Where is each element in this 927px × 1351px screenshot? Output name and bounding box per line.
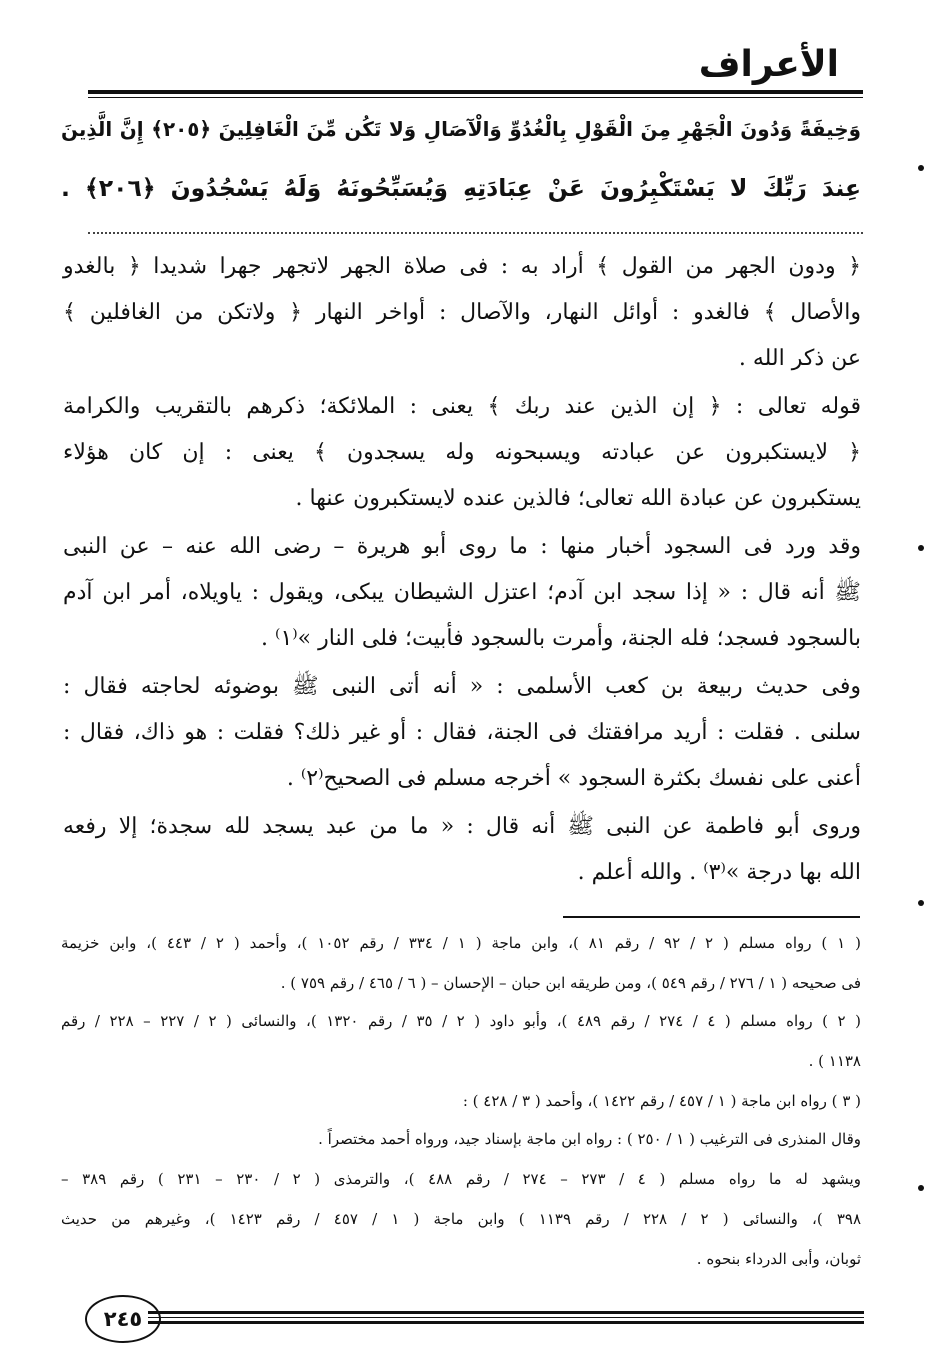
commentary-line: والأصال ﴾ فالغدو : أوائل النهار، والآصال : أواخر النهار ﴿ ولاتكن من الغافلين ﴾ [63,300,861,325]
page-number: ٢٤٥ [85,1295,161,1343]
footnote-separator [563,916,860,918]
header-rule [88,90,863,94]
commentary-line: بالسجود فسجد؛ فله الجنة، وأمرت بالسجود فأبيت؛ فلى النار »⁽١⁾ . [261,626,861,651]
footnote-3-witness: ويشهد له ما رواه مسلم ( ٤ / ٢٧٣ – ٢٧٤ / رقم ٤٨٨ )، والترمذى ( ٢ / ٢٣٠ – ٢٣١ ) رقم ٣٨٩ – [61,1170,861,1188]
verse-separator [88,232,863,234]
commentary-line: الله بها درجة »⁽٣⁾ . والله أعلم . [577,860,861,885]
header-rule-thin [88,97,863,98]
footer-rule [148,1321,864,1324]
footnote-2-cont: ١١٣٨ ) . [808,1052,861,1070]
commentary-line: أعنى على نفسك بكثرة السجود » أخرجه مسلم فى الصحيح⁽٢⁾ . [286,766,861,791]
margin-mark [918,1185,924,1191]
footnote-1-cont: فى صحيحه ( ١ / ٢٧٦ / رقم ٥٤٩ )، ومن طريقه ابن حبان – الإحسان – ( ٦ / ٤٦٥ / رقم ٧٥٩ ) . [280,974,861,992]
margin-mark [918,900,924,906]
commentary-line: ﴿ لايستكبرون عن عبادته ويسبحونه وله يسجدون ﴾ يعنى : إن كان هؤلاء [63,440,861,465]
verse-line-2: عِندَ رَبِّكَ لا يَسْتَكْبِرُونَ عَنْ عِبَادَتِهِ وَيُسَبِّحُونَهُ وَلَهُ يَسْجُدُونَ ﴿٢٠٦﴾ . [61,174,861,202]
verse-line-1: وَخِيفَةً وَدُونَ الْجَهْرِ مِنَ الْقَوْلِ بِالْغُدُوِّ وَالْآصَالِ وَلا تَكُن مِّنَ الْغَافِلِينَ ﴿٢٠٥﴾ إِنَّ الَّذِينَ [61,118,861,141]
commentary-line: وروى أبو فاطمة عن النبى ﷺ أنه قال : « ما من عبد يسجد لله سجدة؛ إلا رفعه [63,814,861,839]
footnote-1: ( ١ ) رواه مسلم ( ٢ / ٩٢ / رقم ٨١ )، وابن ماجة ( ١ / ٣٣٤ / رقم ١٠٥٢ )، وأحمد ( ٢ / ٤٤٣ )، وابن خزيمة [61,934,861,952]
footnote-3: ( ٣ ) رواه ابن ماجة ( ١ / ٤٥٧ / رقم ١٤٢٢ )، وأحمد ( ٣ / ٤٢٨ ) : [462,1092,861,1110]
commentary-line: عن ذكر الله . [738,346,861,371]
commentary-line: وقد ورد فى السجود أخبار منها : ما روى أبو هريرة – رضى الله عنه – عن النبى [63,534,861,559]
commentary-line: وفى حديث ربيعة بن كعب الأسلمى : « أنه أتى النبى ﷺ بوضوئه لحاجته فقال : [63,674,861,699]
footnote-3-note: وقال المنذرى فى الترغيب ( ١ / ٢٥٠ ) : رواه ابن ماجة بإسناد جيد، ورواه أحمد مختصراً . [318,1130,861,1148]
footer-rule [148,1311,864,1314]
surah-title: الأعراف [698,44,839,85]
footnote-3-witness-cont: ٣٩٨ )، والنسائى ( ٢ / ٢٢٨ / رقم ١١٣٩ ) وابن ماجة ( ١ / ٤٥٧ / رقم ١٤٢٣ )، وغيرهم من حديث [61,1210,862,1228]
commentary-line: ﴿ ودون الجهر من القول ﴾ أراد به : فى صلاة الجهر لاتجهر جهرا شديدا ﴿ بالغدو [63,254,861,279]
commentary-line: ﷺ أنه قال : « إذا سجد ابن آدم؛ اعتزل الشيطان يبكى، ويقول : ياويلاه، أمر ابن آدم [63,580,861,605]
footnote-2: ( ٢ ) رواه مسلم ( ٤ / ٢٧٤ / رقم ٤٨٩ )، وأبو داود ( ٢ / ٣٥ / رقم ١٣٢٠ )، والنسائى ( ٢ / ٢٢٧ – ٢٢٨ / رقم [61,1012,861,1030]
commentary-paragraph-4 [63,664,861,802]
commentary-line: قوله تعالى : ﴿ إن الذين عند ربك ﴾ يعنى : الملائكة؛ ذكرهم بالتقريب والكرامة [63,394,861,419]
commentary-paragraph-1 [63,244,861,382]
footer-rule-thin [148,1317,864,1318]
commentary-paragraph-3 [63,524,861,662]
commentary-line: سلنى . فقلت : أريد مرافقتك فى الجنة، فقال : أو غير ذلك؟ فقلت : هو ذاك، فقال : [63,720,861,745]
commentary-line: يستكبرون عن عبادة الله تعالى؛ فالذين عنده لايستكبرون عنها . [295,486,861,511]
commentary-paragraph-5 [63,804,861,896]
commentary-paragraph-2 [63,384,861,522]
margin-mark [918,165,924,171]
margin-mark [918,545,924,551]
footnote-3-end: ثوبان، وأبى الدرداء بنحوه . [696,1250,861,1268]
